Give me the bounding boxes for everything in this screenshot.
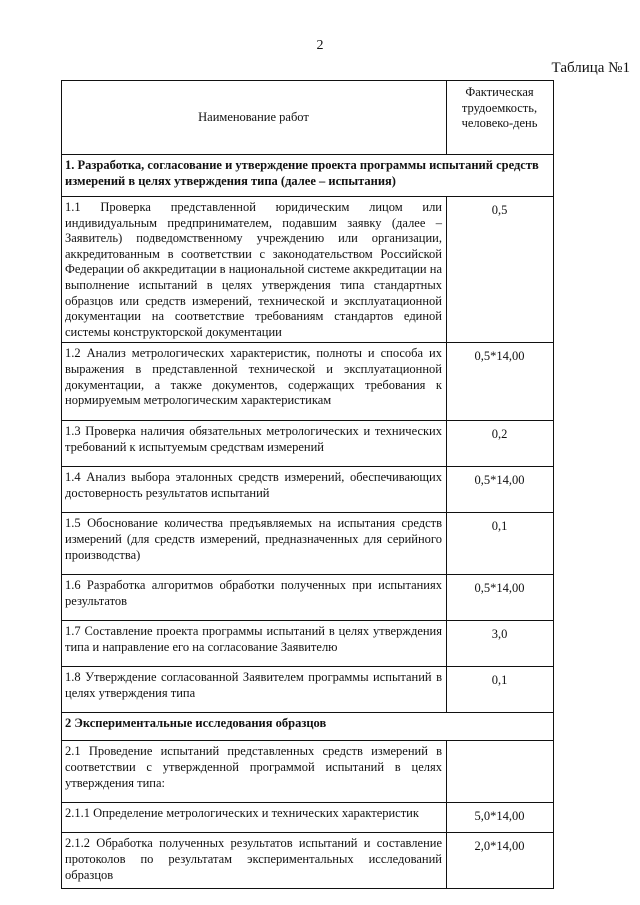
header-labor-line: трудоемкость,	[461, 100, 538, 115]
work-description: 1.5 Обоснование количества предъявляемых на испытания средств измерений (для средств измерений, предназначенных для серийного производства)	[62, 513, 447, 575]
work-description: 1.8 Утверждение согласованной Заявителем программы испытаний в целях утверждения типа	[62, 667, 447, 713]
section-row	[62, 713, 554, 741]
table-row	[62, 833, 554, 889]
work-value: 3,0	[447, 621, 554, 667]
work-description: 2.1.1 Определение метрологических и технических характеристик	[62, 803, 447, 833]
work-description: 1.7 Составление проекта программы испытаний в целях утверждения типа и направление его на согласование Заявителю	[62, 621, 447, 667]
table-row	[62, 421, 554, 467]
work-value: 0,5*14,00	[447, 343, 554, 421]
table-row	[62, 467, 554, 513]
work-value	[447, 741, 554, 803]
header-labor-intensity	[447, 81, 554, 155]
table-row	[62, 803, 554, 833]
work-value: 0,5*14,00	[447, 467, 554, 513]
works-table	[61, 80, 554, 889]
work-description: 1.3 Проверка наличия обязательных метрологических и технических требований к испытуемым средствам измерений	[62, 421, 447, 467]
work-value: 0,1	[447, 513, 554, 575]
table-row	[62, 741, 554, 803]
table-row	[62, 197, 554, 343]
table-row	[62, 575, 554, 621]
work-description: 1.4 Анализ выбора эталонных средств измерений, обеспечивающих достоверность результатов испытаний	[62, 467, 447, 513]
work-value: 0,1	[447, 667, 554, 713]
table-row	[62, 667, 554, 713]
table-row	[62, 513, 554, 575]
page-number: 2	[316, 38, 324, 53]
header-labor-line: человеко-день	[461, 116, 538, 131]
work-value: 0,5*14,00	[447, 575, 554, 621]
work-description: 1.2 Анализ метрологических характеристик, полноты и способа их выражения в представленной технической и эксплуатационной документации, а также документов, содержащих требования к нормируемым метрологическим характеристикам	[62, 343, 447, 421]
header-works-name: Наименование работ	[62, 81, 447, 155]
table-header-row	[62, 81, 554, 155]
work-value: 0,2	[447, 421, 554, 467]
work-value: 0,5	[447, 197, 554, 343]
section-row	[62, 155, 554, 197]
header-labor-line: Фактическая	[465, 85, 534, 99]
work-value: 5,0*14,00	[447, 803, 554, 833]
work-description: 2.1 Проведение испытаний представленных средств измерений в соответствии с утвержденной программой испытаний в целях утверждения типа:	[62, 741, 447, 803]
work-description: 2.1.2 Обработка полученных результатов испытаний и составление протоколов по результатам экспериментальных исследований образцов	[62, 833, 447, 889]
table-row	[62, 343, 554, 421]
work-description: 1.1 Проверка представленной юридическим лицом или индивидуальным предпринимателем, подавшим заявку (далее – Заявитель) подведомственному учреждению или организации, аккредитованным в соответствии с законодательством Российской Федерации об аккредитации в национальной системе аккредитации на выполнение испытаний в целях утверждения типа стандартных образцов или средств измерений, технической и эксплуатационной документации на соответствие требованиям стандартов единой системы конструкторской документации	[62, 197, 447, 343]
section-title: 1. Разработка, согласование и утверждение проекта программы испытаний средств измерений в целях утверждения типа (далее – испытания)	[62, 155, 554, 197]
table-label: Таблица №1	[551, 60, 630, 76]
table-row	[62, 621, 554, 667]
work-description: 1.6 Разработка алгоритмов обработки полученных при испытаниях результатов	[62, 575, 447, 621]
section-title: 2 Экспериментальные исследования образцов	[62, 713, 554, 741]
work-value: 2,0*14,00	[447, 833, 554, 889]
